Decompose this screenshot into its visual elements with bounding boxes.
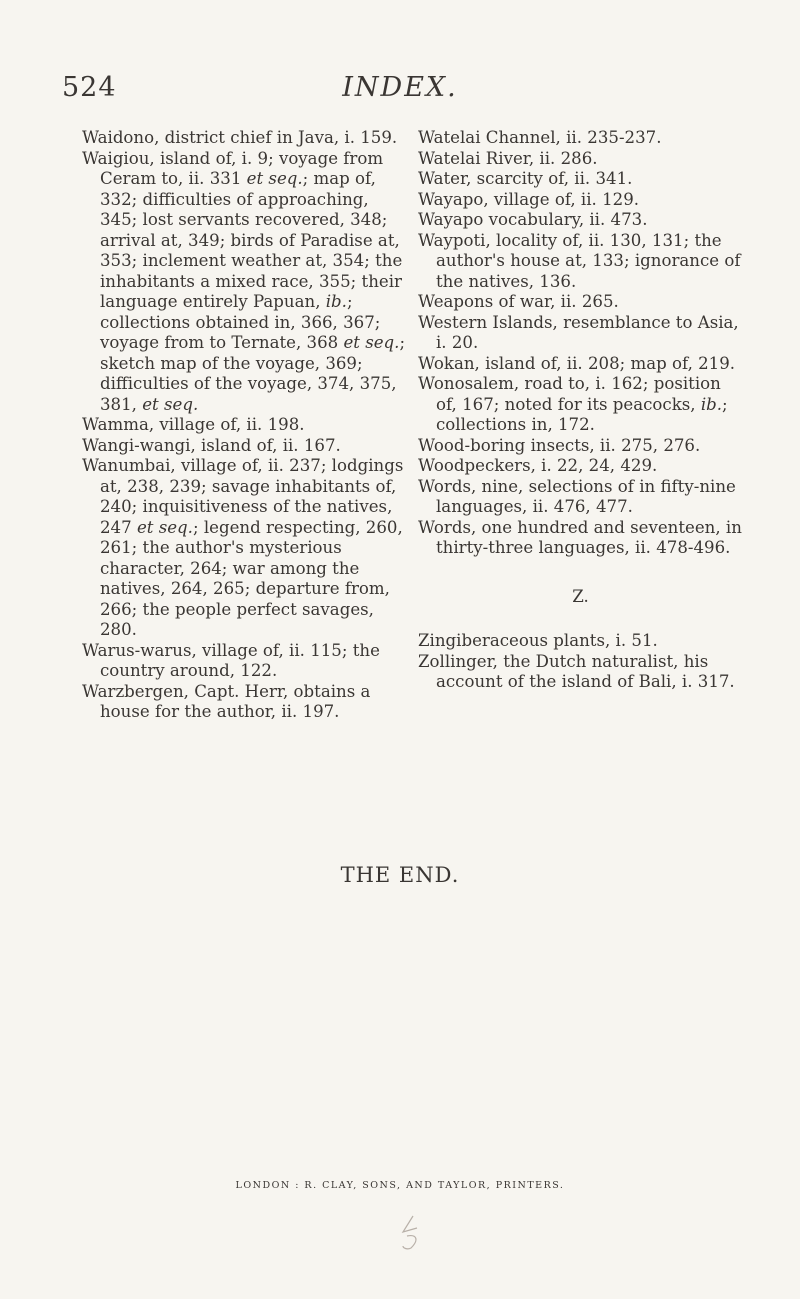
page-number: 524 [62, 72, 117, 103]
index-entry: Water, scarcity of, ii. 341. [418, 169, 633, 188]
index-entry: Words, one hundred and seventeen, in thirty-three languages, ii. 478-496. [418, 517, 742, 557]
index-entry: Warus-warus, village of, ii. 115; the country around, 122. [82, 640, 380, 680]
the-end: THE END. [340, 863, 460, 887]
index-entry: Waypoti, locality of, ii. 130, 131; the author's house at, 133; ignorance of the natives, 136. [418, 230, 741, 291]
index-entry: Wangi-wangi, island of, ii. 167. [82, 435, 341, 455]
index-column-left [82, 128, 407, 723]
index-entry: Wood-boring insects, ii. 275, 276. [418, 435, 701, 455]
printer-imprint: LONDON : R. CLAY, SONS, AND TAYLOR, PRINTERS. [235, 1180, 565, 1191]
index-entry: Waidono, district chief in Java, i. 159. [82, 128, 398, 147]
index-entry: Woodpeckers, i. 22, 24, 429. [418, 456, 658, 475]
section-letter-z: Z. [572, 586, 589, 606]
running-head: INDEX. [342, 72, 458, 103]
index-entry: Zollinger, the Dutch naturalist, his account of the island of Bali, i. 317. [418, 651, 735, 691]
index-entry: Watelai River, ii. 286. [418, 148, 598, 168]
index-entry: Western Islands, resemblance to Asia, i. 20. [418, 312, 739, 352]
index-entry: Waigiou, island of, i. 9; voyage from Ceram to, ii. 331 et seq.; map of, 332; difficulties of approaching, 345; lost servants recovered, 348; arrival at, 349; birds of Paradise at, 353; inclement weather at, 354; the inhabitants a mixed race, 355; their language entirely Papuan, ib.; collections obtained in, 366, 367; voyage from to Ternate, 368 et seq.; sketch map of the voyage, 369; difficulties of the voyage, 374, 375, 381, et seq. [82, 148, 406, 414]
index-entry: Wayapo, village of, ii. 129. [418, 189, 640, 209]
index-entry: Zingiberaceous plants, i. 51. [418, 631, 658, 650]
index-entry: Weapons of war, ii. 265. [418, 292, 619, 311]
index-entry: Wamma, village of, ii. 198. [82, 415, 305, 434]
index-entry: Wonosalem, road to, i. 162; position of, 167; noted for its peacocks, ib.; collections in, 172. [418, 374, 728, 434]
index-entry: Warzbergen, Capt. Herr, obtains a house for the author, ii. 197. [82, 681, 371, 721]
index-entry: Wayapo vocabulary, ii. 473. [418, 210, 648, 229]
index-entry: Wokan, island of, ii. 208; map of, 219. [418, 353, 736, 373]
index-entry: Words, nine, selections of in fifty-nine languages, ii. 476, 477. [418, 476, 736, 516]
index-entry: Watelai Channel, ii. 235-237. [418, 128, 662, 147]
index-entry: Wanumbai, village of, ii. 237; lodgings at, 238, 239; savage inhabitants of, 240; inquisitiveness of the natives, 247 et seq.; legend respecting, 260, 261; the author's mysterious character, 264; war among the natives, 264, 265; departure from, 266; the people perfect savages, 280. [82, 456, 404, 639]
index-column-right [418, 128, 743, 693]
ink-mark-icon [395, 1212, 429, 1252]
